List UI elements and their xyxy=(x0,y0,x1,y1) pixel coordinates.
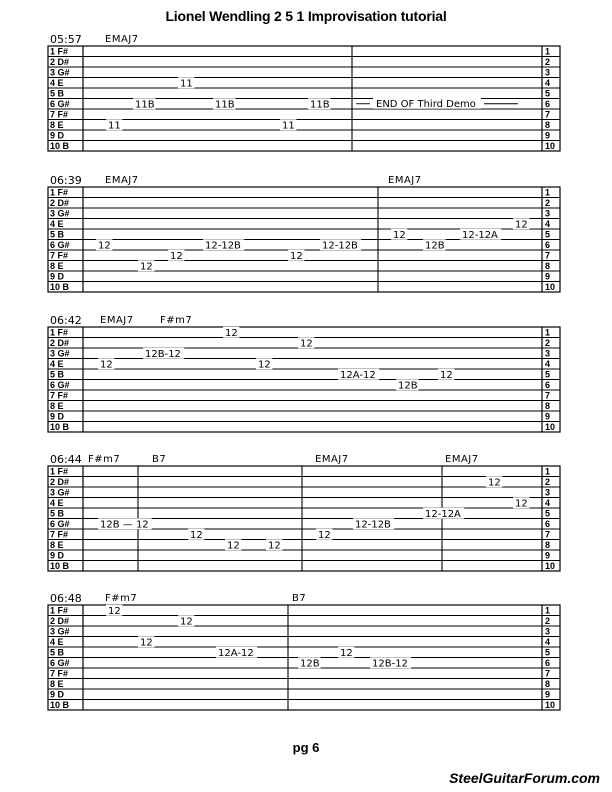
string-number: 2 xyxy=(545,198,551,208)
string-label: 4 E xyxy=(50,637,64,647)
string-number: 10 xyxy=(545,561,556,571)
timestamp: 06:48 xyxy=(50,592,82,605)
string-number: 8 xyxy=(545,679,551,689)
string-label: 5 B xyxy=(50,647,65,658)
fret-note: 12B xyxy=(425,240,445,252)
string-label: 1 F# xyxy=(50,46,69,57)
chord-label: EMAJ7 xyxy=(105,175,139,186)
fret-note: 12 xyxy=(227,540,240,552)
string-label: 4 E xyxy=(50,498,64,508)
string-label: 8 E xyxy=(50,401,64,411)
string-label: 7 F# xyxy=(50,109,69,120)
string-label: 7 F# xyxy=(50,529,69,540)
string-label: 2 D# xyxy=(50,57,70,67)
fret-note: 12 xyxy=(190,529,203,541)
string-number: 10 xyxy=(545,422,556,432)
string-number: 10 xyxy=(545,141,556,151)
fret-note: 12 xyxy=(180,616,193,628)
string-label: 8 E xyxy=(50,261,64,271)
fret-note: 12A-12 xyxy=(340,369,376,381)
string-label: 10 B xyxy=(50,141,70,151)
fret-note: 12 xyxy=(98,240,111,252)
string-number: 8 xyxy=(545,261,551,271)
string-label: 9 D xyxy=(50,411,65,422)
string-number: 2 xyxy=(545,616,551,626)
string-number: 7 xyxy=(545,390,551,401)
fret-note: 12 xyxy=(140,637,153,649)
chord-label: EMAJ7 xyxy=(100,315,134,326)
string-label: 6 G# xyxy=(50,240,70,250)
string-number: 1 xyxy=(545,466,551,477)
string-label: 7 F# xyxy=(50,250,69,261)
string-label: 10 B xyxy=(50,561,70,571)
fret-note: 12 xyxy=(100,359,113,371)
chord-label: EMAJ7 xyxy=(388,175,422,186)
string-label: 8 E xyxy=(50,679,64,689)
string-number: 7 xyxy=(545,668,551,679)
string-number: 4 xyxy=(545,219,551,229)
brand-watermark: SteelGuitarForum.com xyxy=(449,770,600,786)
string-label: 5 B xyxy=(50,88,65,99)
fret-note: 12 xyxy=(340,647,353,659)
string-number: 2 xyxy=(545,338,551,348)
string-number: 6 xyxy=(545,240,551,250)
string-label: 2 D# xyxy=(50,338,70,348)
string-number: 5 xyxy=(545,647,551,658)
timestamp: 06:42 xyxy=(50,314,82,327)
string-number: 9 xyxy=(545,130,551,141)
string-number: 1 xyxy=(545,605,551,616)
string-label: 2 D# xyxy=(50,198,70,208)
string-number: 4 xyxy=(545,498,551,508)
fret-note: 11 xyxy=(108,120,121,132)
string-label: 6 G# xyxy=(50,658,70,668)
string-number: 4 xyxy=(545,78,551,88)
string-number: 8 xyxy=(545,540,551,550)
string-label: 1 F# xyxy=(50,466,69,477)
page-number: pg 6 xyxy=(292,740,320,755)
string-number: 6 xyxy=(545,99,551,109)
fret-note: 12A-12 xyxy=(218,647,254,659)
string-number: 9 xyxy=(545,271,551,282)
fret-note: 12B xyxy=(398,380,418,392)
fret-note: 12-12B xyxy=(205,240,241,252)
string-label: 10 B xyxy=(50,422,70,432)
string-label: 6 G# xyxy=(50,519,70,529)
string-label: 4 E xyxy=(50,78,64,88)
string-label: 7 F# xyxy=(50,668,69,679)
string-label: 8 E xyxy=(50,540,64,550)
page-title: Lionel Wendling 2 5 1 Improvisation tutorial xyxy=(165,8,447,24)
string-label: 3 G# xyxy=(50,208,70,219)
string-label: 4 E xyxy=(50,219,64,229)
fret-note: 12 xyxy=(300,338,313,350)
chord-label: F#m7 xyxy=(88,454,121,465)
fret-note: 12-12A xyxy=(462,229,498,241)
fret-note: 12 xyxy=(140,261,153,273)
string-label: 5 B xyxy=(50,229,65,240)
timestamp: 06:44 xyxy=(50,453,82,466)
string-number: 1 xyxy=(545,46,551,57)
fret-note: 12 xyxy=(515,219,528,231)
string-number: 5 xyxy=(545,88,551,99)
string-number: 6 xyxy=(545,519,551,529)
annotation-text: END OF Third Demo xyxy=(376,98,476,110)
string-label: 8 E xyxy=(50,120,64,130)
string-number: 3 xyxy=(545,348,551,359)
string-number: 6 xyxy=(545,380,551,390)
string-number: 7 xyxy=(545,109,551,120)
string-number: 2 xyxy=(545,57,551,67)
fret-note: 11B xyxy=(215,99,235,111)
string-label: 10 B xyxy=(50,700,70,710)
chord-label: F#m7 xyxy=(160,315,193,326)
timestamp: 05:57 xyxy=(50,33,82,46)
fret-note: 12B xyxy=(300,658,320,670)
string-label: 4 E xyxy=(50,359,64,369)
fret-note: 12 xyxy=(393,229,406,241)
fret-note: 11 xyxy=(282,120,295,132)
chord-label: EMAJ7 xyxy=(445,454,479,465)
fret-note: 11B xyxy=(310,99,330,111)
string-number: 5 xyxy=(545,229,551,240)
chord-label: EMAJ7 xyxy=(105,34,139,45)
chord-label: F#m7 xyxy=(105,593,138,604)
string-label: 9 D xyxy=(50,271,65,282)
fret-note: 12 xyxy=(258,359,271,371)
fret-note: 12B-12 xyxy=(372,658,408,670)
fret-note: 12-12B xyxy=(322,240,358,252)
fret-note: 11B xyxy=(135,99,155,111)
string-label: 3 G# xyxy=(50,626,70,637)
fret-note: 12-12A xyxy=(425,508,461,520)
string-label: 2 D# xyxy=(50,616,70,626)
chord-label: B7 xyxy=(292,593,307,604)
string-number: 3 xyxy=(545,626,551,637)
string-number: 8 xyxy=(545,401,551,411)
string-number: 6 xyxy=(545,658,551,668)
string-label: 2 D# xyxy=(50,477,70,487)
string-number: 5 xyxy=(545,369,551,380)
string-label: 9 D xyxy=(50,550,65,561)
string-number: 10 xyxy=(545,282,556,292)
fret-note: 12-12B xyxy=(355,519,391,531)
string-number: 1 xyxy=(545,327,551,338)
string-number: 2 xyxy=(545,477,551,487)
fret-note: 12 xyxy=(515,498,528,510)
fret-note: 12 xyxy=(318,529,331,541)
string-number: 7 xyxy=(545,250,551,261)
string-number: 9 xyxy=(545,689,551,700)
string-label: 1 F# xyxy=(50,187,69,198)
string-label: 9 D xyxy=(50,130,65,141)
timestamp: 06:39 xyxy=(50,174,82,187)
fret-note: 12 xyxy=(108,605,121,617)
string-label: 1 F# xyxy=(50,327,69,338)
fret-note: 12 xyxy=(290,250,303,262)
string-number: 4 xyxy=(545,637,551,647)
string-label: 5 B xyxy=(50,508,65,519)
string-label: 5 B xyxy=(50,369,65,380)
string-label: 3 G# xyxy=(50,348,70,359)
string-number: 5 xyxy=(545,508,551,519)
fret-note: 12 xyxy=(268,540,281,552)
string-number: 3 xyxy=(545,487,551,498)
string-number: 3 xyxy=(545,208,551,219)
fret-note: 12B-12 xyxy=(145,348,181,360)
string-number: 8 xyxy=(545,120,551,130)
fret-note: 12 xyxy=(170,250,183,262)
string-number: 10 xyxy=(545,700,556,710)
string-label: 3 G# xyxy=(50,67,70,78)
chord-label: EMAJ7 xyxy=(315,454,349,465)
string-label: 1 F# xyxy=(50,605,69,616)
string-label: 10 B xyxy=(50,282,70,292)
string-label: 3 G# xyxy=(50,487,70,498)
fret-note: 11 xyxy=(180,78,193,90)
fret-note: 12 xyxy=(440,369,453,381)
string-number: 3 xyxy=(545,67,551,78)
string-number: 4 xyxy=(545,359,551,369)
string-number: 1 xyxy=(545,187,551,198)
string-label: 9 D xyxy=(50,689,65,700)
chord-label: B7 xyxy=(152,454,167,465)
string-label: 6 G# xyxy=(50,99,70,109)
fret-note: 12B — 12 xyxy=(100,519,149,531)
fret-note: 12 xyxy=(225,327,238,339)
string-label: 7 F# xyxy=(50,390,69,401)
string-label: 6 G# xyxy=(50,380,70,390)
string-number: 9 xyxy=(545,550,551,561)
fret-note: 12 xyxy=(488,477,501,489)
string-number: 9 xyxy=(545,411,551,422)
string-number: 7 xyxy=(545,529,551,540)
